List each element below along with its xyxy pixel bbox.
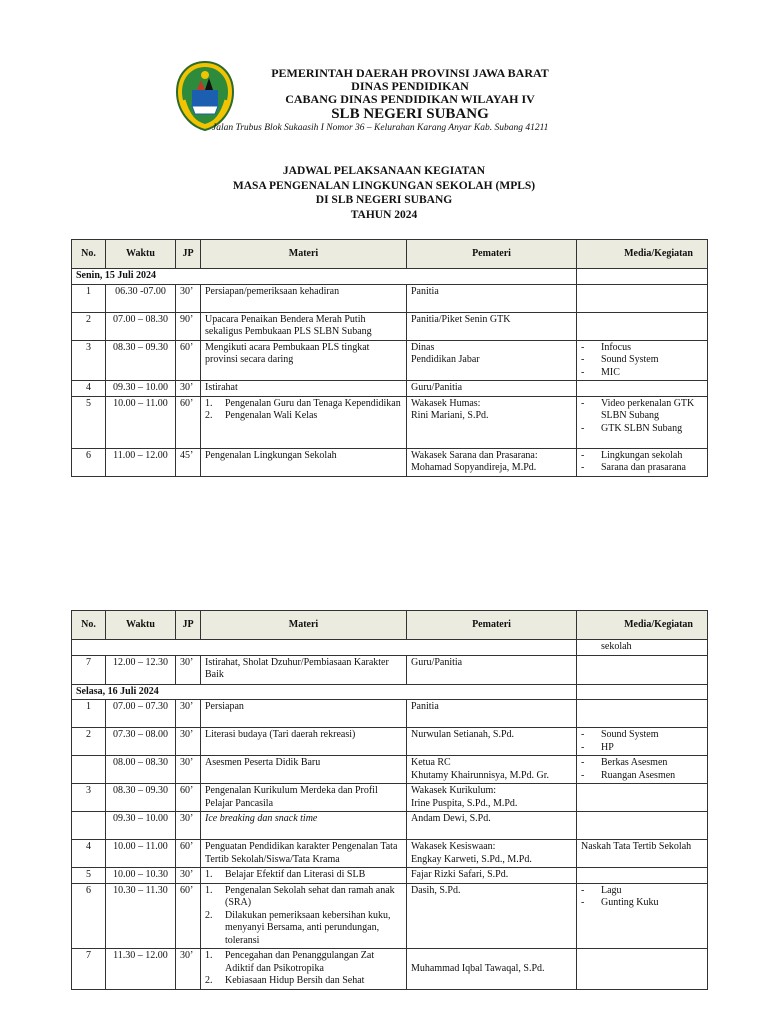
- cell-no: [72, 812, 106, 840]
- cell-jp: 30’: [176, 700, 201, 728]
- cell-waktu: 08.00 – 08.30: [106, 756, 176, 784]
- media-item: - Sarana dan prasarana: [581, 462, 703, 475]
- media-item: - Video perkenalan GTK SLBN Subang: [581, 398, 703, 423]
- day-label: Selasa, 16 Juli 2024: [72, 684, 577, 700]
- table-row: [72, 728, 708, 756]
- table-row: [72, 700, 708, 728]
- cell-materi: Pengenalan Kurikulum Merdeka dan Profil Pelajar Pancasila: [201, 784, 407, 812]
- col-jp: JP: [176, 611, 201, 640]
- pemateri-line: Wakasek Humas:: [411, 397, 481, 409]
- media-item: - MIC: [581, 367, 703, 380]
- cell-waktu: 09.30 – 10.00: [106, 812, 176, 840]
- table-header-row: [72, 240, 708, 269]
- table-row: [72, 949, 708, 990]
- cell-no: 5: [72, 868, 106, 884]
- cell-jp: 30’: [176, 655, 201, 684]
- media-item: - Berkas Asesmen: [581, 757, 703, 770]
- cell-jp: 90’: [176, 312, 201, 340]
- cell-media: sekolah: [577, 640, 708, 656]
- materi-item: 1. Pencegahan dan Penanggulangan Zat Adiktif dan Psikotropika: [205, 950, 375, 974]
- cell-jp: 30’: [176, 728, 201, 756]
- pemateri-line: Engkay Karweti, S.Pd., M.Pd.: [411, 853, 532, 865]
- cell-media: [577, 949, 708, 990]
- col-jp: JP: [176, 240, 201, 269]
- cell-waktu: 10.00 – 11.00: [106, 396, 176, 448]
- cell-media: [577, 381, 708, 397]
- media-item: - Lingkungan sekolah: [581, 450, 703, 463]
- table-row: [72, 868, 708, 884]
- day-row: [72, 684, 708, 700]
- cell-waktu: 08.30 – 09.30: [106, 784, 176, 812]
- cell-pemateri: [407, 340, 577, 381]
- table-row: [72, 812, 708, 840]
- media-item: - Infocus: [581, 342, 703, 355]
- cell-jp: 60’: [176, 340, 201, 381]
- media-item: - Lagu: [581, 885, 703, 898]
- cell-jp: 30’: [176, 812, 201, 840]
- cell-pemateri: Panitia/Piket Senin GTK: [407, 312, 577, 340]
- schedule-table-2: [71, 610, 708, 990]
- col-no: No.: [72, 611, 106, 640]
- materi-item: 2. Kebiasaan Hidup Bersih dan Sehat: [205, 975, 365, 986]
- cell-materi: [201, 396, 407, 448]
- cell-waktu: 08.30 – 09.30: [106, 340, 176, 381]
- cell-jp: 60’: [176, 840, 201, 868]
- table-row: [72, 312, 708, 340]
- cell-waktu: 10.00 – 10.30: [106, 868, 176, 884]
- materi-item: 1. Belajar Efektif dan Literasi di SLB: [205, 869, 366, 880]
- pemateri-line: Pendidikan Jabar: [411, 354, 480, 365]
- col-no: No.: [72, 240, 106, 269]
- cell-jp: 60’: [176, 396, 201, 448]
- cell-waktu: 09.30 – 10.00: [106, 381, 176, 397]
- col-pemateri: Pemateri: [407, 240, 577, 269]
- table-row: [72, 655, 708, 684]
- cell-media: [577, 883, 708, 949]
- materi-item: 2. Pengenalan Wali Kelas: [205, 410, 318, 421]
- cell-media: Naskah Tata Tertib Sekolah: [577, 840, 708, 868]
- title-line-2: MASA PENGENALAN LINGKUNGAN SEKOLAH (MPLS): [232, 179, 536, 192]
- cell-jp: 30’: [176, 756, 201, 784]
- cell-jp: 30’: [176, 868, 201, 884]
- day-label: Senin, 15 Juli 2024: [72, 269, 577, 285]
- table-row: [72, 840, 708, 868]
- cell-media: [577, 700, 708, 728]
- cell-no: 2: [72, 728, 106, 756]
- cell-pemateri: [407, 756, 577, 784]
- carryover-row: [72, 640, 708, 656]
- cell-waktu: 11.00 – 12.00: [106, 448, 176, 476]
- cell-materi: Literasi budaya (Tari daerah rekreasi): [201, 728, 407, 756]
- cell-media: [577, 868, 708, 884]
- cell-no: 3: [72, 340, 106, 381]
- letterhead: [205, 67, 615, 123]
- table-row: [72, 340, 708, 381]
- cell-no: 3: [72, 784, 106, 812]
- cell-pemateri: [407, 448, 577, 476]
- pemateri-line: Ketua RC: [411, 757, 451, 768]
- table-row: [72, 883, 708, 949]
- pemateri-line: Wakasek Kesiswaan:: [411, 841, 496, 852]
- cell-media: [577, 448, 708, 476]
- cell-materi: Istirahat: [201, 381, 407, 397]
- cell-pemateri: [407, 784, 577, 812]
- cell-pemateri: [407, 840, 577, 868]
- cell-no: 6: [72, 448, 106, 476]
- col-materi: Materi: [201, 611, 407, 640]
- table-row: [72, 784, 708, 812]
- cell-media: [577, 728, 708, 756]
- cell-no: 1: [72, 284, 106, 312]
- cell-pemateri: Nurwulan Setianah, S.Pd.: [407, 728, 577, 756]
- cell-materi: Upacara Penaikan Bendera Merah Putih sekaligus Pembukaan PLS SLBN Subang: [201, 312, 407, 340]
- cell-waktu: 07.00 – 08.30: [106, 312, 176, 340]
- cell-waktu: 12.00 – 12.30: [106, 655, 176, 684]
- cell-materi: Pengenalan Lingkungan Sekolah: [201, 448, 407, 476]
- cell-no: 2: [72, 312, 106, 340]
- cell-pemateri: Panitia: [407, 284, 577, 312]
- school-name: SLB NEGERI SUBANG: [331, 106, 489, 122]
- media-item: - HP: [581, 742, 703, 755]
- media-item: - Gunting Kuku: [581, 897, 703, 910]
- col-media: Media/Kegiatan: [577, 240, 708, 269]
- media-item: - Sound System: [581, 354, 703, 367]
- cell-materi: [201, 883, 407, 949]
- cell-media: [577, 284, 708, 312]
- cell-jp: 60’: [176, 883, 201, 949]
- pemateri-line: Mohamad Sopyandireja, M.Pd.: [411, 462, 537, 473]
- cell-pemateri: Fajar Rizki Safari, S.Pd.: [407, 868, 577, 884]
- cell-waktu: 07.00 – 07.30: [106, 700, 176, 728]
- cell-pemateri: [407, 396, 577, 448]
- cell-materi: Mengikuti acara Pembukaan PLS tingkat provinsi secara daring: [201, 340, 407, 381]
- pemateri-line: Wakasek Kurikulum:: [411, 785, 497, 796]
- letterhead-line-3: CABANG DINAS PENDIDIKAN WILAYAH IV: [285, 92, 535, 106]
- table-row: [72, 284, 708, 312]
- media-item: - Ruangan Asesmen: [581, 770, 703, 783]
- cell-media: [577, 655, 708, 684]
- media-item: - GTK SLBN Subang: [581, 423, 703, 436]
- media-item: - Sound System: [581, 729, 703, 742]
- title-line-4: TAHUN 2024: [350, 208, 418, 221]
- document-title: [0, 164, 768, 222]
- table-header-row: [72, 611, 708, 640]
- day-row: [72, 269, 708, 285]
- title-line-3: DI SLB NEGERI SUBANG: [315, 194, 453, 206]
- table-row: [72, 448, 708, 476]
- cell-waktu: 11.30 – 12.00: [106, 949, 176, 990]
- cell-materi: [201, 949, 407, 990]
- cell-no: 4: [72, 840, 106, 868]
- cell-materi: Ice breaking dan snack time: [201, 812, 407, 840]
- table-row: [72, 756, 708, 784]
- cell-no: 4: [72, 381, 106, 397]
- schedule-table-1: [71, 239, 708, 477]
- materi-item: 1. Pengenalan Guru dan Tenaga Kependidikan: [205, 397, 401, 409]
- cell-materi: Penguatan Pendidikan karakter Pengenalan Tata Tertib Sekolah/Siswa/Tata Krama: [201, 840, 407, 868]
- cell-jp: 30’: [176, 381, 201, 397]
- pemateri-line: Dinas: [411, 341, 435, 353]
- pemateri-line: Irine Puspita, S.Pd., M.Pd.: [411, 797, 518, 809]
- cell-materi: Persiapan: [201, 700, 407, 728]
- cell-pemateri: Panitia: [407, 700, 577, 728]
- cell-pemateri: Andam Dewi, S.Pd.: [407, 812, 577, 840]
- cell-materi: Asesmen Peserta Didik Baru: [201, 756, 407, 784]
- cell-pemateri: Muhammad Iqbal Tawaqal, S.Pd.: [407, 949, 577, 990]
- cell-waktu: 07.30 – 08.00: [106, 728, 176, 756]
- cell-media: [577, 784, 708, 812]
- col-materi: Materi: [201, 240, 407, 269]
- cell-jp: 30’: [176, 949, 201, 990]
- cell-pemateri: Guru/Panitia: [407, 381, 577, 397]
- title-line-1: JADWAL PELAKSANAAN KEGIATAN: [282, 165, 486, 177]
- pemateri-line: Rini Mariani, S.Pd.: [411, 410, 489, 421]
- cell-waktu: 10.30 – 11.30: [106, 883, 176, 949]
- materi-item: 2. Dilakukan pemeriksaan kebersihan kuku, menyanyi Bersama, anti perundungan, toleransi: [205, 909, 391, 946]
- materi-item: 1. Pengenalan Sekolah sehat dan ramah anak (SRA): [205, 884, 395, 908]
- cell-no: 5: [72, 396, 106, 448]
- cell-no: 7: [72, 949, 106, 990]
- letterhead-line-1: PEMERINTAH DAERAH PROVINSI JAWA BARAT: [271, 66, 549, 80]
- pemateri-line: Khutamy Khairunnisya, M.Pd. Gr.: [411, 769, 550, 781]
- col-pemateri: Pemateri: [407, 611, 577, 640]
- col-waktu: Waktu: [106, 240, 176, 269]
- table-row: [72, 381, 708, 397]
- cell-materi: [201, 868, 407, 884]
- cell-no: 7: [72, 655, 106, 684]
- cell-no: 1: [72, 700, 106, 728]
- cell-waktu: 10.00 – 11.00: [106, 840, 176, 868]
- cell-media: [577, 312, 708, 340]
- cell-pemateri: Guru/Panitia: [407, 655, 577, 684]
- cell-no: 6: [72, 883, 106, 949]
- cell-jp: 45’: [176, 448, 201, 476]
- cell-materi: Istirahat, Sholat Dzuhur/Pembiasaan Karakter Baik: [201, 655, 407, 684]
- cell-jp: 60’: [176, 784, 201, 812]
- cell-media: [577, 340, 708, 381]
- table-row: [72, 396, 708, 448]
- letterhead-line-2: DINAS PENDIDIKAN: [351, 79, 469, 93]
- col-waktu: Waktu: [106, 611, 176, 640]
- school-address: Jalan Trubus Blok Sukaasih I Nomor 36 – Kelurahan Karang Anyar Kab. Subang 41211: [212, 123, 549, 133]
- cell-pemateri: Dasih, S.Pd.: [407, 883, 577, 949]
- cell-media: [577, 396, 708, 448]
- cell-materi: Persiapan/pemeriksaan kehadiran: [201, 284, 407, 312]
- cell-media: [577, 756, 708, 784]
- cell-media: [577, 812, 708, 840]
- cell-waktu: 06.30 -07.00: [106, 284, 176, 312]
- col-media: Media/Kegiatan: [577, 611, 708, 640]
- cell-no: [72, 756, 106, 784]
- pemateri-line: Wakasek Sarana dan Prasarana:: [411, 449, 538, 461]
- cell-jp: 30’: [176, 284, 201, 312]
